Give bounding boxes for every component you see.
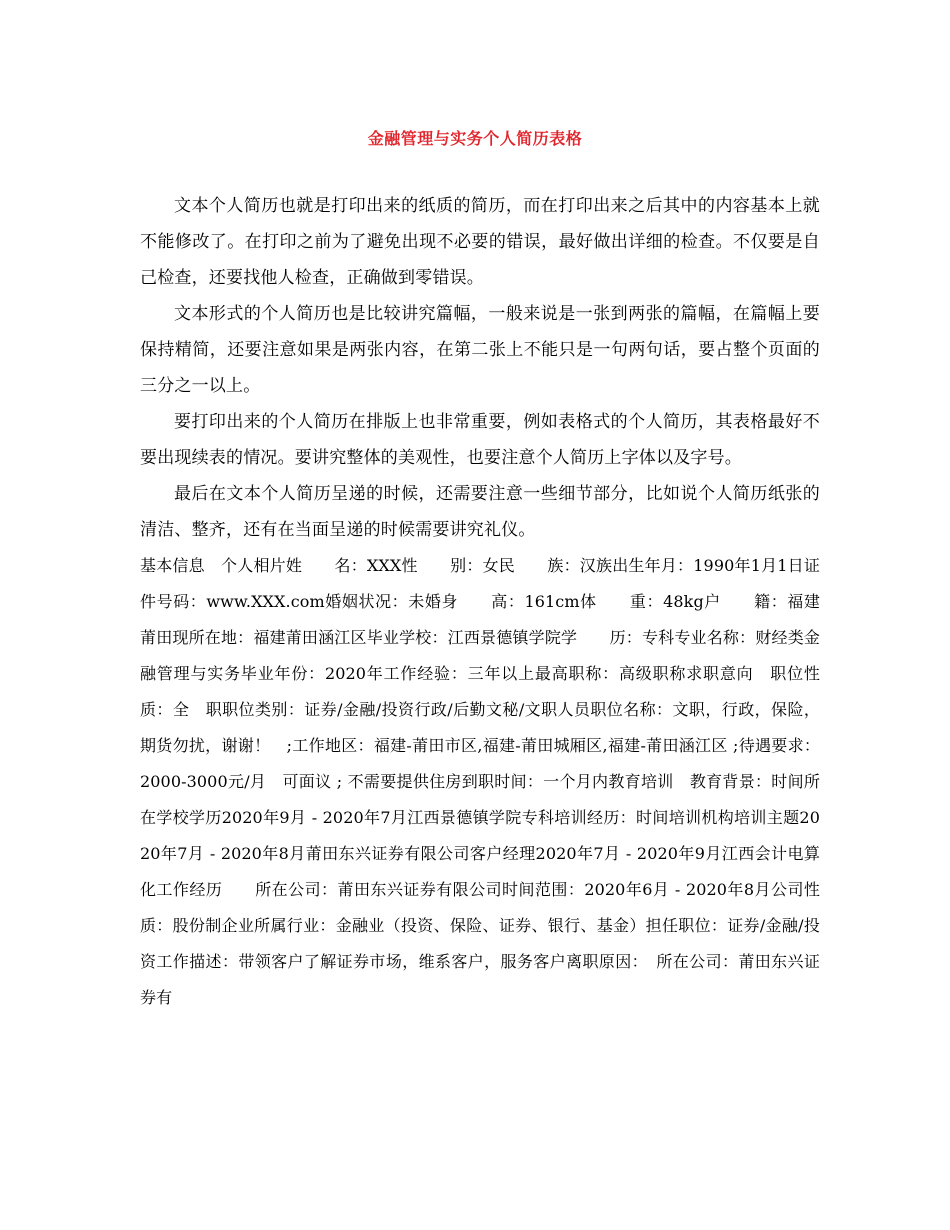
paragraph-4: 最后在文本个人简历呈递的时候，还需要注意一些细节部分，比如说个人简历纸张的清洁、整齐，还有在当面呈递的时候需要讲究礼仪。 bbox=[140, 484, 820, 540]
paragraph-1: 文本个人简历也就是打印出来的纸质的简历，而在打印出来之后其中的内容基本上就不能修改了。在打印之前为了避免出现不必要的错误，最好做出详细的检查。不仅要是自己检查，还要找他人检查，正确做到零错误。 bbox=[140, 196, 820, 288]
document-body bbox=[140, 188, 820, 1016]
paragraph-3: 要打印出来的个人简历在排版上也非常重要，例如表格式的个人简历，其表格最好不要出现续表的情况。要讲究整体的美观性，也要注意个人简历上字体以及字号。 bbox=[140, 412, 820, 468]
document-title: 金融管理与实务个人简历表格 bbox=[367, 129, 583, 148]
resume-info-block: 基本信息 个人相片姓 名：XXX性 别：女民 族：汉族出生年月：1990年1月1日证件号码：www.XXX.com婚姻状况：未婚身 高：161cm体 重：48kg户 籍：福建莆田现所在地：福建莆田涵江区毕业学校：江西景德镇学院学 历：专科专业名称：财经类金融管理与实务毕业年份：2020年工作经验：三年以上最高职称：高级职称求职意向 职位性质：全 职职位类别：证券/金融/投资行政/后勤文秘/文职人员职位名称：文职，行政，保险，期货勿扰，谢谢！ ;工作地区：福建-莆田市区,福建-莆田城厢区,福建-莆田涵江区 ;待遇要求：2000-3000元/月 可面议 ; 不需要提供住房到职时间：一个月内教育培训 教育背景：时间所在学校学历2020年9月 - 2020年7月江西景德镇学院专科培训经历：时间培训机构培训主题2020年7月 - 2020年8月莆田东兴证券有限公司客户经理2020年7月 - 2020年9月江西会计电算化工作经历 所在公司：莆田东兴证券有限公司时间范围：2020年6月 - 2020年8月公司性质：股份制企业所属行业：金融业（投资、保险、证券、银行、基金）担任职位：证券/金融/投资工作描述：带领客户了解证券市场，维系客户，服务客户离职原因： 所在公司：莆田东兴证券有 bbox=[140, 556, 820, 1007]
paragraph-2: 文本形式的个人简历也是比较讲究篇幅，一般来说是一张到两张的篇幅，在篇幅上要保持精简，还要注意如果是两张内容，在第二张上不能只是一句两句话，要占整个页面的三分之一以上。 bbox=[140, 304, 820, 396]
